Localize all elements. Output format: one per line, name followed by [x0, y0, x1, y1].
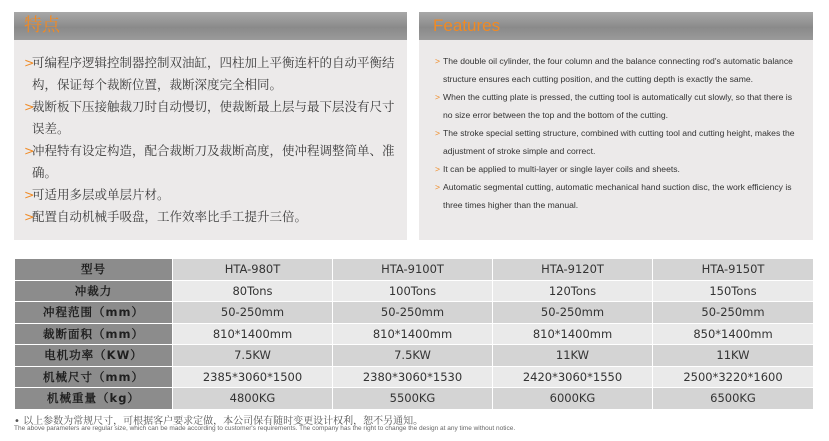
- table-cell: 850*1400mm: [653, 323, 814, 345]
- feature-en-item: > The stroke special setting structure, combined with cutting tool and cutting height, makes the adjustment of stroke simple and correct.: [435, 124, 803, 160]
- row-label: 电机功率（KW）: [15, 345, 173, 367]
- table-cell: 11KW: [653, 345, 814, 367]
- row-label: 裁断面积（mm）: [15, 323, 173, 345]
- feature-zh-item: > 配置自动机械手吸盘，工作效率比手工提升三倍。: [24, 206, 395, 228]
- table-cell: 2500*3220*1600: [653, 366, 814, 388]
- feature-en-item: > When the cutting plate is pressed, the cutting tool is automatically cut slowly, so that there is no size error between the top and the bottom of the cutting.: [435, 88, 803, 124]
- features-zh-title: 特点: [24, 15, 60, 36]
- arrow-icon: >: [24, 143, 35, 158]
- features-en-panel: [419, 12, 813, 240]
- table-cell: HTA-9100T: [333, 259, 493, 281]
- table-cell: HTA-9150T: [653, 259, 814, 281]
- table-cell: HTA-9120T: [493, 259, 653, 281]
- table-cell: 50-250mm: [333, 302, 493, 324]
- arrow-icon: >: [24, 55, 35, 70]
- arrow-icon: >: [435, 182, 441, 192]
- spec-table: [14, 258, 814, 410]
- arrow-icon: >: [435, 92, 441, 102]
- feature-en-item: > Automatic segmental cutting, automatic mechanical hand suction disc, the work efficiency is three times higher than the manual.: [435, 178, 803, 214]
- table-row: [15, 302, 814, 324]
- table-cell: HTA-980T: [173, 259, 333, 281]
- row-label: 冲程范围（mm）: [15, 302, 173, 324]
- table-cell: 5500KG: [333, 388, 493, 410]
- table-cell: 2385*3060*1500: [173, 366, 333, 388]
- feature-zh-item: > 可适用多层或单层片材。: [24, 184, 395, 206]
- features-en-header: [419, 12, 813, 40]
- feature-zh-item: > 冲程特有设定构造，配合裁断刀及裁断高度，使冲程调整简单、准确。: [24, 140, 395, 184]
- table-cell: 810*1400mm: [493, 323, 653, 345]
- table-cell: 50-250mm: [653, 302, 814, 324]
- features-en-list: [435, 52, 803, 214]
- table-row: [15, 259, 814, 281]
- table-cell: 50-250mm: [173, 302, 333, 324]
- table-cell: 11KW: [493, 345, 653, 367]
- features-zh-header: [14, 12, 407, 40]
- table-cell: 80Tons: [173, 280, 333, 302]
- arrow-icon: >: [435, 128, 441, 138]
- row-label: 型号: [15, 259, 173, 281]
- note-en: The above parameters are regular size, which can be made according to customer's requirements. The company has the right to change the design at any time without notice.: [14, 425, 516, 432]
- table-cell: 7.5KW: [333, 345, 493, 367]
- feature-zh-item: > 裁断板下压接触裁刀时自动慢切，使裁断最上层与最下层没有尺寸误差。: [24, 96, 395, 140]
- row-label: 冲裁力: [15, 280, 173, 302]
- table-cell: 6500KG: [653, 388, 814, 410]
- table-cell: 810*1400mm: [333, 323, 493, 345]
- features-zh-panel: [14, 12, 407, 240]
- table-cell: 6000KG: [493, 388, 653, 410]
- feature-zh-item: > 可编程序逻辑控制器控制双油缸，四柱加上平衡连杆的自动平衡结构，保证每个裁断位置，裁断深度完全相同。: [24, 52, 395, 96]
- arrow-icon: >: [24, 187, 35, 202]
- table-cell: 150Tons: [653, 280, 814, 302]
- features-zh-list: [24, 52, 395, 228]
- features-en-title: Features: [433, 16, 501, 35]
- table-row: [15, 345, 814, 367]
- table-row: [15, 323, 814, 345]
- table-cell: 2420*3060*1550: [493, 366, 653, 388]
- table-cell: 120Tons: [493, 280, 653, 302]
- arrow-icon: >: [435, 56, 441, 66]
- table-cell: 50-250mm: [493, 302, 653, 324]
- row-label: 机械重量（kg）: [15, 388, 173, 410]
- table-row: [15, 280, 814, 302]
- note-zh: • 以上参数为常规尺寸，可根据客户要求定做，本公司保有随时变更设计权利，恕不另通知。: [14, 416, 424, 427]
- table-cell: 810*1400mm: [173, 323, 333, 345]
- table-row: [15, 388, 814, 410]
- arrow-icon: >: [24, 99, 35, 114]
- table-cell: 4800KG: [173, 388, 333, 410]
- feature-en-item: > The double oil cylinder, the four column and the balance connecting rod's automatic balance structure ensures each cutting position, and the cutting depth is exactly the same.: [435, 52, 803, 88]
- table-cell: 7.5KW: [173, 345, 333, 367]
- arrow-icon: >: [435, 164, 441, 174]
- row-label: 机械尺寸（mm）: [15, 366, 173, 388]
- feature-en-item: > It can be applied to multi-layer or single layer coils and sheets.: [435, 160, 803, 178]
- table-row: [15, 366, 814, 388]
- table-cell: 100Tons: [333, 280, 493, 302]
- table-cell: 2380*3060*1530: [333, 366, 493, 388]
- arrow-icon: >: [24, 209, 35, 224]
